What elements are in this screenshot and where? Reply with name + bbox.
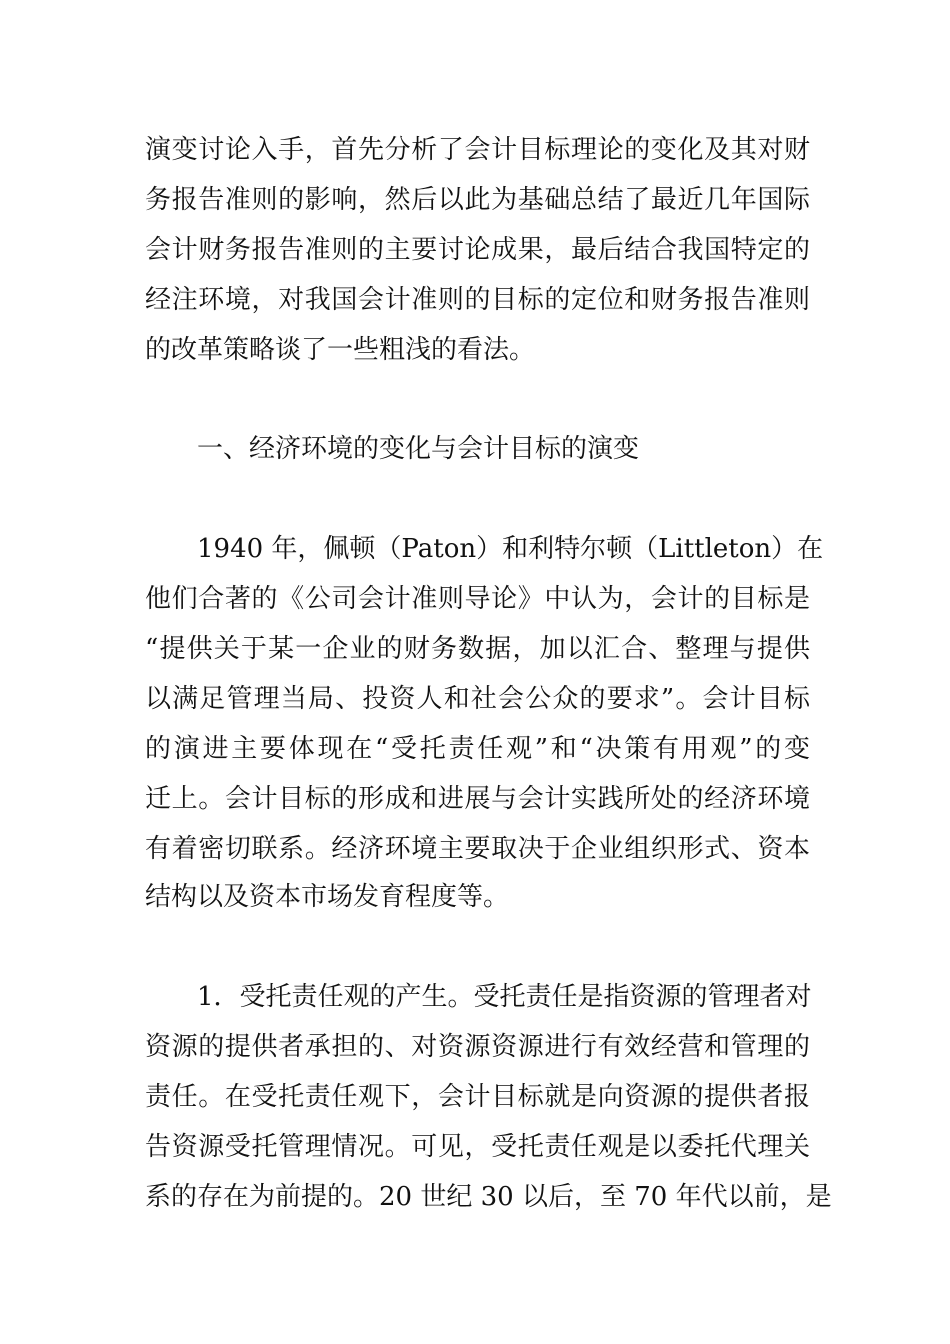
paragraph-3-line-3: “提供关于某一企业的财务数据，加以汇合、整理与提供 [145, 634, 810, 664]
paragraph-4-line-1: 1．受托责任观的产生。受托责任是指资源的管理者对 [197, 982, 812, 1012]
paragraph-4-line-4: 告资源受托管理情况。可见，受托责任观是以委托代理关 [145, 1132, 810, 1162]
paragraph-1-line-2: 务报告准则的影响，然后以此为基础总结了最近几年国际 [145, 185, 810, 215]
paragraph-3-line-1: 1940 年，佩顿（Paton）和利特尔顿（Littleton）在 [197, 534, 824, 564]
paragraph-1-line-4: 经注环境，对我国会计准则的目标的定位和财务报告准则 [145, 285, 810, 315]
paragraph-1-line-5: 的改革策略谈了一些粗浅的看法。 [145, 335, 536, 365]
paragraph-1-line-3: 会计财务报告准则的主要讨论成果，最后结合我国特定的 [145, 235, 810, 265]
paragraph-4-line-3: 责任。在受托责任观下，会计目标就是向资源的提供者报 [145, 1082, 810, 1112]
paragraph-4-line-2: 资源的提供者承担的、对资源资源进行有效经营和管理的 [145, 1032, 810, 1062]
section-heading: 一、经济环境的变化与会计目标的演变 [197, 434, 640, 464]
paragraph-3-line-7: 有着密切联系。经济环境主要取决于企业组织形式、资本 [145, 834, 810, 864]
paragraph-3-line-8: 结构以及资本市场发育程度等。 [145, 882, 510, 912]
paragraph-4-line-5: 系的存在为前提的。20 世纪 30 以后，至 70 年代以前，是 [145, 1182, 832, 1212]
paragraph-3-line-6: 迁上。会计目标的形成和进展与会计实践所处的经济环境 [145, 784, 810, 814]
paragraph-3-line-4: 以满足管理当局、投资人和社会公众的要求”。会计目标 [145, 684, 810, 714]
paragraph-1-line-1: 演变讨论入手，首先分析了会计目标理论的变化及其对财 [145, 135, 810, 165]
paragraph-3-line-5: 的演进主要体现在“受托责任观”和“决策有用观”的变 [145, 734, 810, 764]
paragraph-3-line-2: 他们合著的《公司会计准则导论》中认为，会计的目标是 [145, 584, 810, 614]
